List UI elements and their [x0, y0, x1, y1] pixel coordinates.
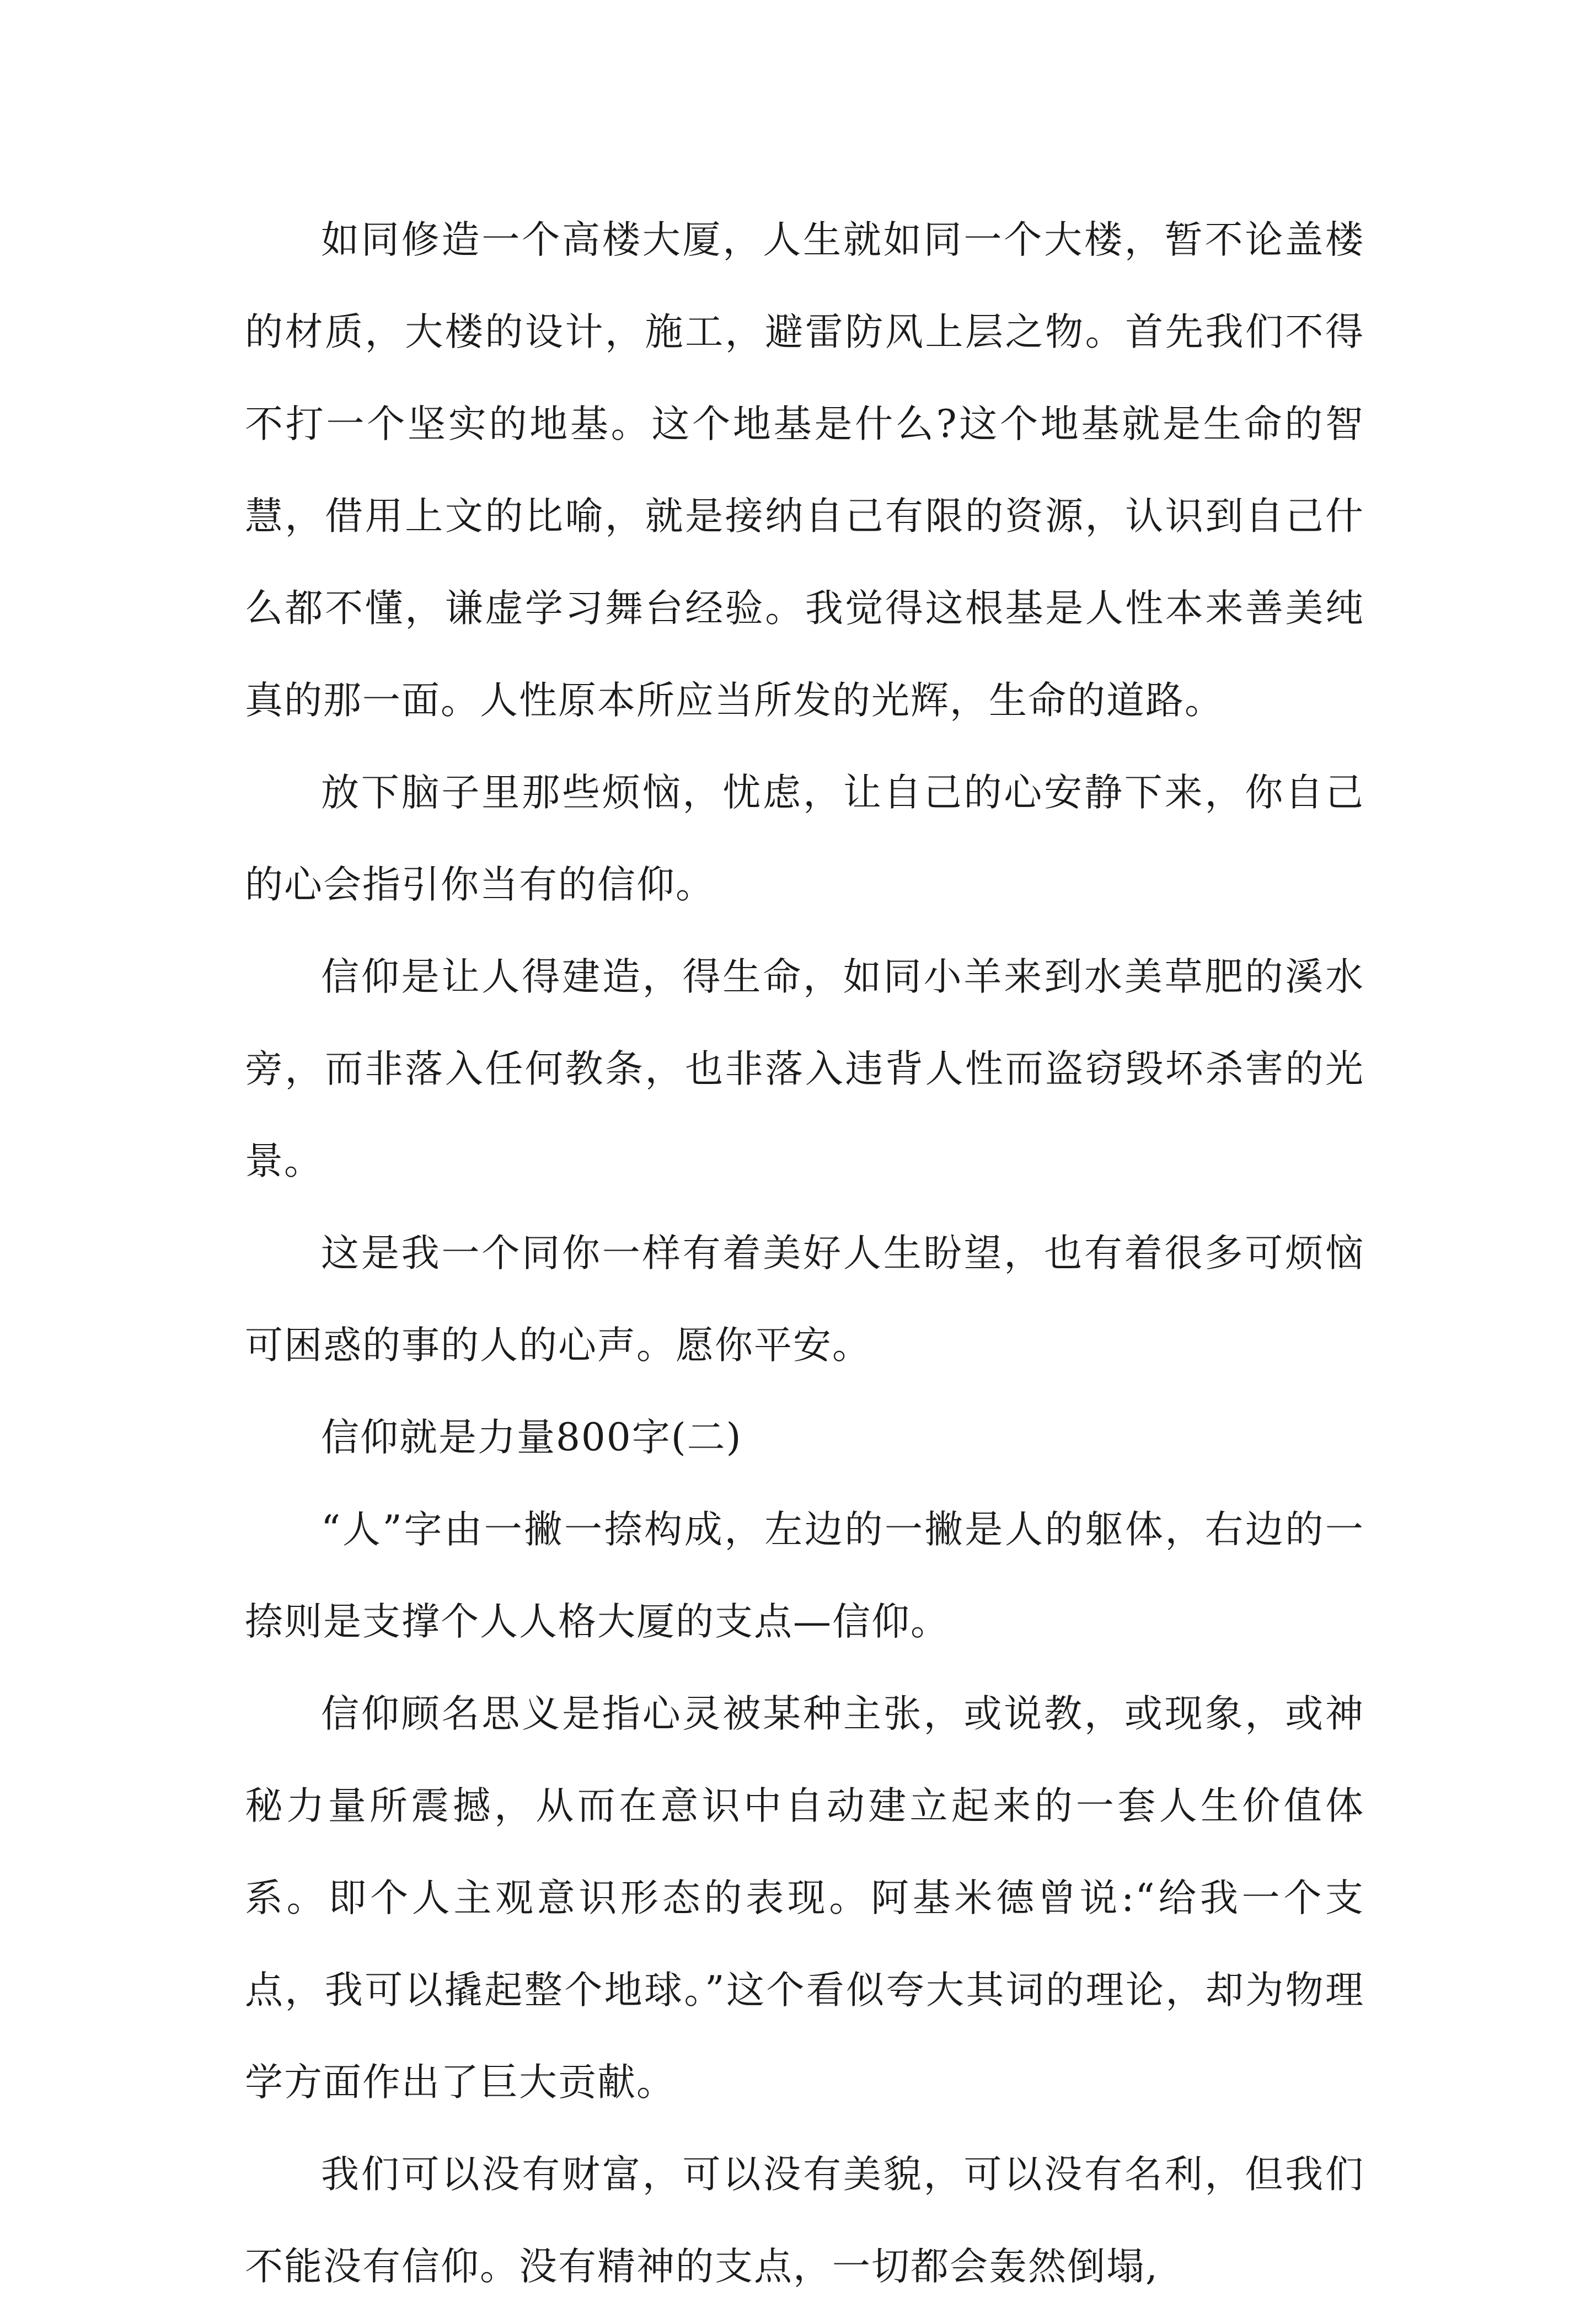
section-heading: 信仰就是力量800字(二) [321, 1415, 742, 1460]
paragraph-foundation: 如同修造一个高楼大厦，人生就如同一个大楼，暂不论盖楼的材质，大楼的设计，施工，避雷防风上层之物。首先我们不得不打一个坚实的地基。这个地基是什么?这个地基就是生命的智慧，借用上文的比喻，就是接纳自己有限的资源，认识到自己什么都不懂，谦虚学习舞台经验。我觉得这根基是人性本来善美纯真的那一面。人性原本所应当所发的光辉，生命的道路。 [245, 218, 1364, 723]
paragraph-let-go: 放下脑子里那些烦恼，忧虑，让自己的心安静下来，你自己的心会指引你当有的信仰。 [245, 771, 1364, 907]
document-body [245, 194, 1364, 2313]
paragraph-faith-definition: 信仰顾名思义是指心灵被某种主张，或说教，或现象，或神秘力量所震撼，从而在意识中自动建立起来的一套人生价值体系。即个人主观意识形态的表现。阿基米德曾说:“给我一个支点，我可以撬起整个地球。”这个看似夸大其词的理论，却为物理学方面作出了巨大贡献。 [245, 1692, 1364, 2104]
paragraph-character-ren: “人”字由一撇一捺构成，左边的一撇是人的躯体，右边的一捺则是支撑个人人格大厦的支点—信仰。 [245, 1508, 1364, 1644]
paragraph-heartfelt: 这是我一个同你一样有着美好人生盼望，也有着很多可烦恼可困惑的事的人的心声。愿你平安。 [245, 1231, 1364, 1367]
paragraph-faith-builds: 信仰是让人得建造，得生命，如同小羊来到水美草肥的溪水旁，而非落入任何教条，也非落入违背人性而盗窃毁坏杀害的光景。 [245, 955, 1364, 1183]
paragraph-cannot-lack-faith: 我们可以没有财富，可以没有美貌，可以没有名利，但我们不能没有信仰。没有精神的支点，一切都会轰然倒塌, [245, 2152, 1364, 2289]
